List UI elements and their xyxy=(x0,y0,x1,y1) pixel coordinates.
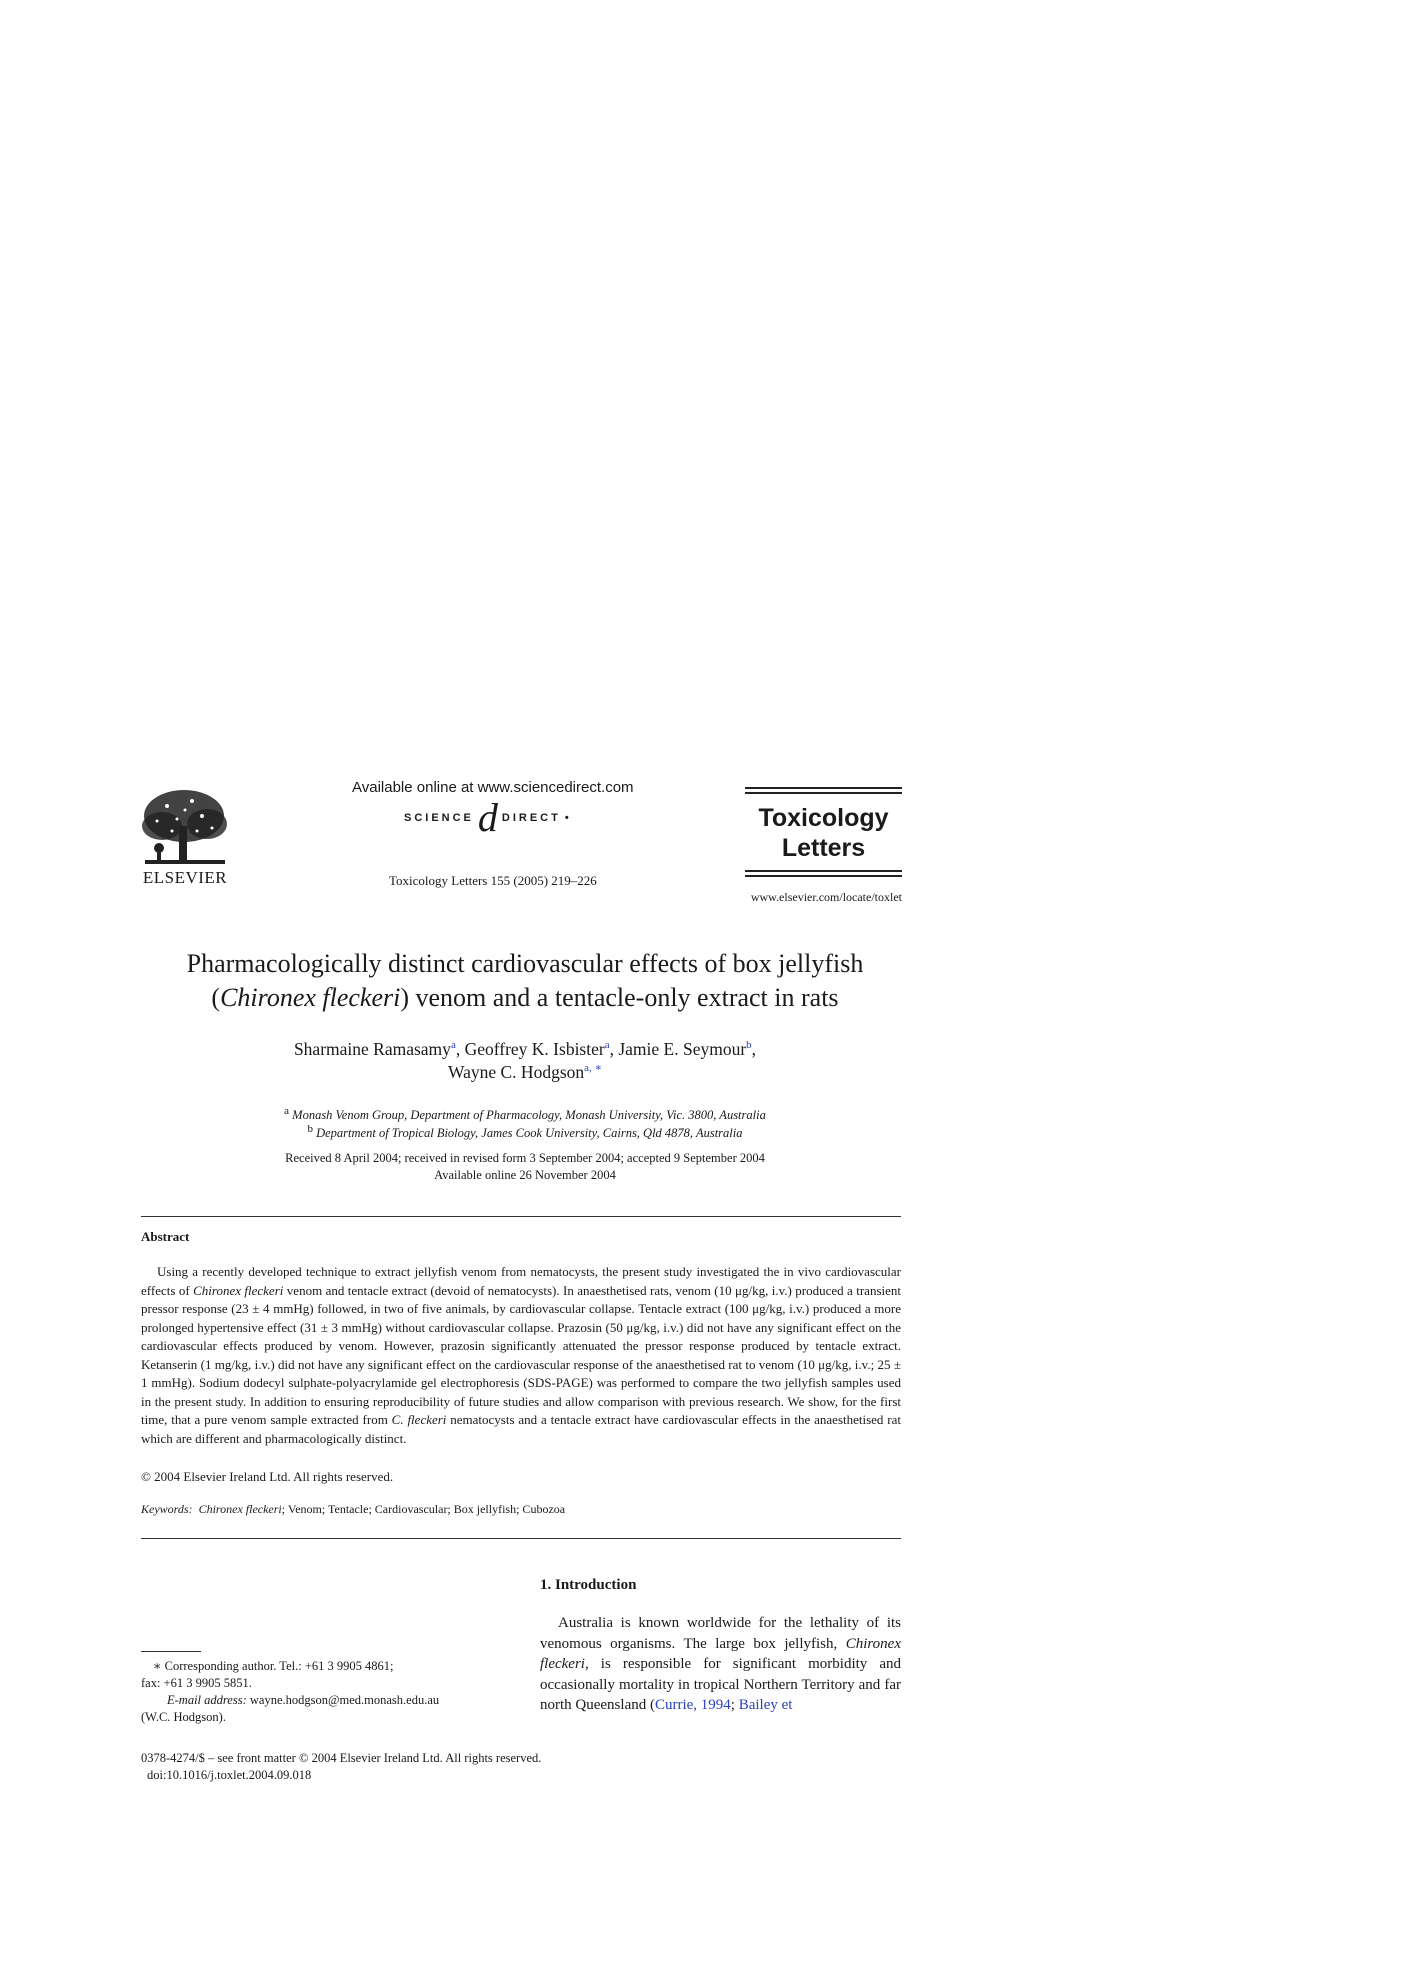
intro-heading: 1. Introduction xyxy=(540,1577,637,1593)
keywords-rest: ; Venom; Tentacle; Cardiovascular; Box jellyfish; Cubozoa xyxy=(281,1502,566,1516)
abstract-divider-top xyxy=(141,1216,901,1217)
author-name: Geoffrey K. Isbister xyxy=(464,1039,605,1059)
author-line2 xyxy=(130,1061,920,1084)
abstract-body xyxy=(141,1263,901,1448)
author-name: Sharmaine Ramasamy xyxy=(293,1039,451,1059)
abstract-text-3: nematocysts and a tentacle extract have cardiovascular effects in the anaesthetised rat which are different and pharmacologically distinct. xyxy=(141,1412,901,1446)
journal-url-link[interactable]: www.elsevier.com/locate/toxlet xyxy=(750,890,902,904)
abstract-heading: Abstract xyxy=(141,1229,190,1244)
keyword-species: Chironex fleckeri xyxy=(198,1502,282,1516)
citation-link[interactable]: Currie, 1994 xyxy=(654,1697,731,1713)
masthead-rule-top xyxy=(745,787,902,794)
footnote-fax: fax: +61 3 9905 5851. xyxy=(141,1676,252,1690)
affiliation-text: Department of Tropical Biology, James Cook University, Cairns, Qld 4878, Australia xyxy=(316,1126,743,1140)
journal-citation: Toxicology Letters 155 (2005) 219–226 xyxy=(389,873,597,888)
author-affil-link[interactable]: a, ∗ xyxy=(584,1062,602,1075)
intro-text-2: , is responsible for significant morbidity and occasionally mortality in tropical Northern Territory and far north Queensland ( xyxy=(540,1656,901,1713)
author-sep: , xyxy=(609,1039,619,1059)
author-sep: , xyxy=(455,1039,465,1059)
author-sep: , xyxy=(751,1039,757,1059)
sd-right-text: DIRECT xyxy=(501,812,561,824)
author-affil-link[interactable]: b xyxy=(746,1039,752,1052)
affiliation-marker: a xyxy=(284,1104,290,1117)
title-line2-rest: ) venom and a tentacle-only extract in rats xyxy=(400,983,839,1012)
footnote-rule xyxy=(141,1651,201,1652)
citation-sep: ; xyxy=(730,1697,739,1713)
article-dates xyxy=(130,1150,920,1184)
author-line1 xyxy=(130,1038,920,1061)
keywords-label: Keywords: xyxy=(141,1502,193,1516)
affiliation-item xyxy=(130,1124,920,1142)
corresponding-author-footnote xyxy=(141,1658,471,1726)
sd-at-mark: d xyxy=(477,795,498,840)
masthead-rule-bottom xyxy=(745,870,902,877)
affiliation-text: Monash Venom Group, Department of Pharmacology, Monash University, Vic. 3800, Australia xyxy=(292,1108,766,1122)
paper-title xyxy=(130,947,920,1015)
abstract-copyright: © 2004 Elsevier Ireland Ltd. All rights reserved. xyxy=(141,1469,394,1484)
author-name: Wayne C. Hodgson xyxy=(447,1062,585,1082)
sd-dot: • xyxy=(564,812,572,824)
author-name: Jamie E. Seymour xyxy=(618,1039,747,1059)
abstract-divider-bottom xyxy=(141,1538,901,1539)
issn-line: 0378-4274/$ – see front matter © 2004 Elsevier Ireland Ltd. All rights reserved. xyxy=(141,1751,542,1765)
online-date: Available online 26 November 2004 xyxy=(434,1168,616,1182)
author-affil-link[interactable]: a xyxy=(450,1039,456,1052)
intro-body xyxy=(540,1613,901,1716)
author-affil-link[interactable]: a xyxy=(604,1039,610,1052)
affiliation-marker: b xyxy=(307,1122,313,1135)
sciencedirect-logo xyxy=(404,795,572,840)
abstract-text-2: venom and tentacle extract (devoid of nematocysts). In anaesthetised rats, venom (10 μg/kg, i.v.) produced a transient pressor response (23 ± 4 mmHg) followed, in two of five animals, by cardiovascular collapse. Tentacle extract (100 μg/kg, i.v.) produced a more prolonged hypertensive effect (31 ± 3 mmHg) without cardiovascular collapse. Prazosin (50 μg/kg, i.v.) did not have any significant effect on the cardiovascular effects produced by venom. However, prazosin significantly attenuated the pressor response produced by tentacle extract. Ketanserin (1 mg/kg, i.v.) did not have any significant effect on the cardiovascular response of the anaesthetised rat to venom (10 μg/kg, i.v.; 25 ± 1 mmHg). Sodium dodecyl sulphate-polyacrylamide gel electrophoresis (SDS-PAGE) was performed to compare the two jellyfish samples used in the present study. In addition to ensuring reproducibility of future studies and allow comparison with previous research. We show, for the first time, that a pure venom sample extracted from xyxy=(141,1282,902,1427)
received-dates: Received 8 April 2004; received in revised form 3 September 2004; accepted 9 September 2004 xyxy=(285,1151,765,1165)
abstract-text-1: Using a recently developed technique to extract jellyfish venom from nematocysts, the present study investigated the in vivo cardiovascular effects of xyxy=(141,1264,901,1298)
intro-species: Chironex fleckeri xyxy=(540,1635,901,1672)
abstract-species-abbrev: C. fleckeri xyxy=(391,1412,447,1427)
author-list xyxy=(130,1038,920,1084)
keywords xyxy=(141,1502,565,1517)
citation-link[interactable]: Bailey et xyxy=(738,1697,793,1713)
doi-link[interactable]: doi:10.1016/j.toxlet.2004.09.018 xyxy=(147,1768,312,1782)
front-matter xyxy=(141,1750,541,1784)
title-line2 xyxy=(130,981,920,1015)
abstract-species: Chironex fleckeri xyxy=(193,1282,284,1298)
title-line1: Pharmacologically distinct cardiovascular effects of box jellyfish xyxy=(186,949,864,978)
sd-left-text: SCIENCE xyxy=(404,812,474,824)
footnote-tel: ∗ Corresponding author. Tel.: +61 3 9905 4861; xyxy=(153,1659,394,1673)
publisher-name: ELSEVIER xyxy=(142,868,228,887)
intro-text-1: Australia is known worldwide for the lethality of its venomous organisms. The large box jellyfish, xyxy=(540,1615,901,1652)
email-link[interactable]: wayne.hodgson@med.monash.edu.au xyxy=(246,1693,440,1707)
available-online-text: Available online at www.sciencedirect.com xyxy=(352,779,634,796)
affiliations xyxy=(130,1106,920,1142)
journal-title-line2: Letters xyxy=(781,834,866,862)
footnote-email xyxy=(141,1692,471,1709)
email-label: E-mail address: xyxy=(167,1693,247,1707)
journal-title xyxy=(745,794,902,870)
journal-title-line1: Toxicology xyxy=(758,804,889,832)
affiliation-item xyxy=(130,1106,920,1124)
footnote-name: (W.C. Hodgson). xyxy=(141,1710,226,1724)
title-species: Chironex fleckeri xyxy=(220,983,401,1012)
title-paren: ( xyxy=(211,983,221,1012)
journal-masthead xyxy=(745,787,902,877)
